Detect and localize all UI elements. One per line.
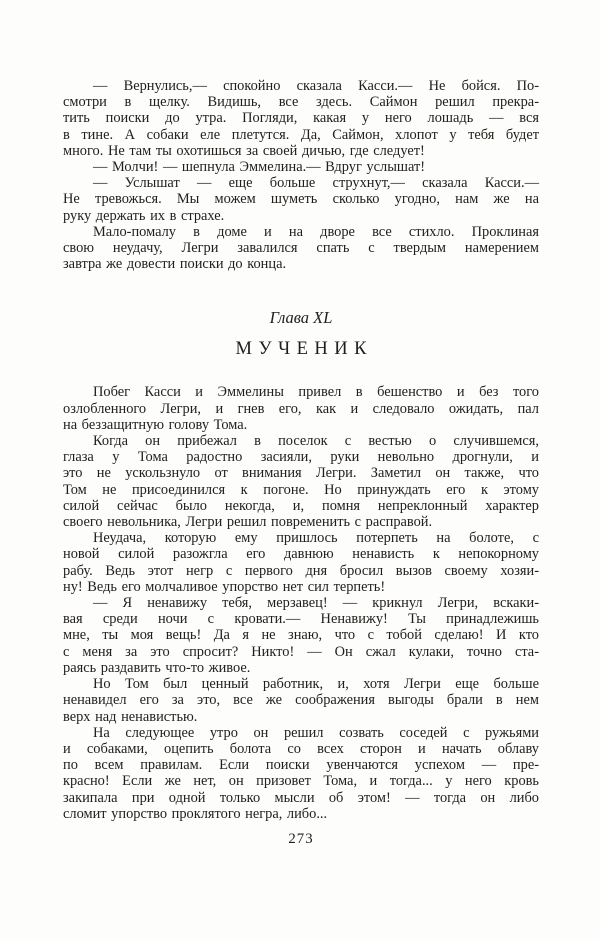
text-line: — Вернулись,— спокойно сказала Касси.— Не бойся. По- [93,78,539,94]
text-block-bottom [63,384,539,821]
text-line: рабу. Ведь этот негр с первого дня бросил вызов своему хозяи- [63,562,539,579]
text-line: — Молчи! — шепнула Эммелина.— Вдруг услышат! [93,159,426,176]
text-line: свою неудачу, Легри завалился спать с твердым намерением [63,240,539,257]
text-line: завтра же довести поиски до конца. [63,256,287,273]
text-line: красно! Если же нет, он призовет Тома, и тогда... у него кровь [63,773,539,790]
text-line: смотри в щелку. Видишь, все здесь. Саймон решил прекра- [63,94,539,111]
paragraph [63,175,539,224]
text-line: силой сейчас было некогда, и, помня непреклонный характер [63,497,539,514]
paragraph [63,530,539,595]
text-line: новой силой разожгла его давнюю ненависть к непокорному [63,546,539,563]
paragraph [63,159,539,175]
text-line: Побег Касси и Эммелины привел в бешенство и без того [93,384,539,401]
text-line: и собаками, оцепить болота со всех сторон и начать облаву [63,740,539,757]
chapter-heading: Глава XL [269,308,333,328]
text-line: Мало-помалу в доме и на дворе все стихло. Проклиная [93,223,539,240]
text-line: много. Не там ты охотишься за своей дичью, где следует! [63,142,425,159]
text-line: ну! Ведь его молчаливое упорство нет сил терпеть! [63,578,386,595]
text-line: тить поиски до утра. Погляди, какая у него лошадь — вся [63,110,539,127]
text-line: глаза у Тома радостно засияли, руки невольно дрогнули, и [63,449,539,466]
text-line: с меня за это спросит? Никто! — Он сжал кулаки, точно ста- [63,643,539,660]
text-line: по всем правилам. Если поиски увенчаются успехом — пре- [63,757,539,774]
text-line: ненавидел его за это, все же соображения выгоды брали в нем [63,692,539,709]
paragraph [63,224,539,273]
text-line: верх над ненавистью. [63,708,198,725]
chapter-title: МУЧЕНИК [235,339,373,360]
text-line: мне, ты моя вещь! Да я не знаю, что с тобой сделаю! И кто [63,627,539,644]
text-line: Том не присоединился к погоне. Но принуждать его к этому [63,481,539,498]
text-line: в тине. А собаки еле плетутся. Да, Саймон, хлопот у тебя будет [63,126,539,143]
text-line: Когда он прибежал в поселок с вестью о случившемся, [93,433,539,450]
text-line: сломит упорство проклятого негра, либо... [63,805,328,822]
paragraph [63,595,539,676]
text-block-top [63,78,539,272]
text-line: вая среди ночи с кровати.— Ненавижу! Ты принадлежишь [63,611,539,628]
paragraph [63,433,539,530]
paragraph [63,384,539,433]
text-line: Но Том был ценный работник, и, хотя Легри еще больше [93,676,539,693]
text-line: На следующее утро он решил созвать соседей с ружьями [93,724,539,741]
text-line: закипала при одной только мысли об этом! — тогда он либо [63,789,539,806]
text-line: — Я ненавижу тебя, мерзавец! — крикнул Легри, вскаки- [93,595,539,612]
text-line: — Услышат — еще больше струхнут,— сказала Касси.— [93,175,539,192]
paragraph [63,725,539,822]
text-line: на беззащитную голову Тома. [63,416,248,433]
text-line: озлобленного Легри, и гнев его, как и следовало ожидать, пал [63,400,539,417]
page-number: 273 [288,830,314,847]
text-line: Не тревожься. Мы можем шуметь сколько угодно, нам же на [63,191,539,208]
text-line: это не ускользнуло от внимания Легри. Заметил он также, что [63,465,539,482]
paragraph [63,78,539,159]
text-line: своего невольника, Легри решил повременить с расправой. [63,514,433,531]
paragraph [63,676,539,725]
text-line: руку держать их в страхе. [63,207,225,224]
text-line: раясь раздавить что-то живое. [63,659,251,676]
text-line: Неудача, которую ему пришлось потерпеть на болоте, с [93,530,539,547]
